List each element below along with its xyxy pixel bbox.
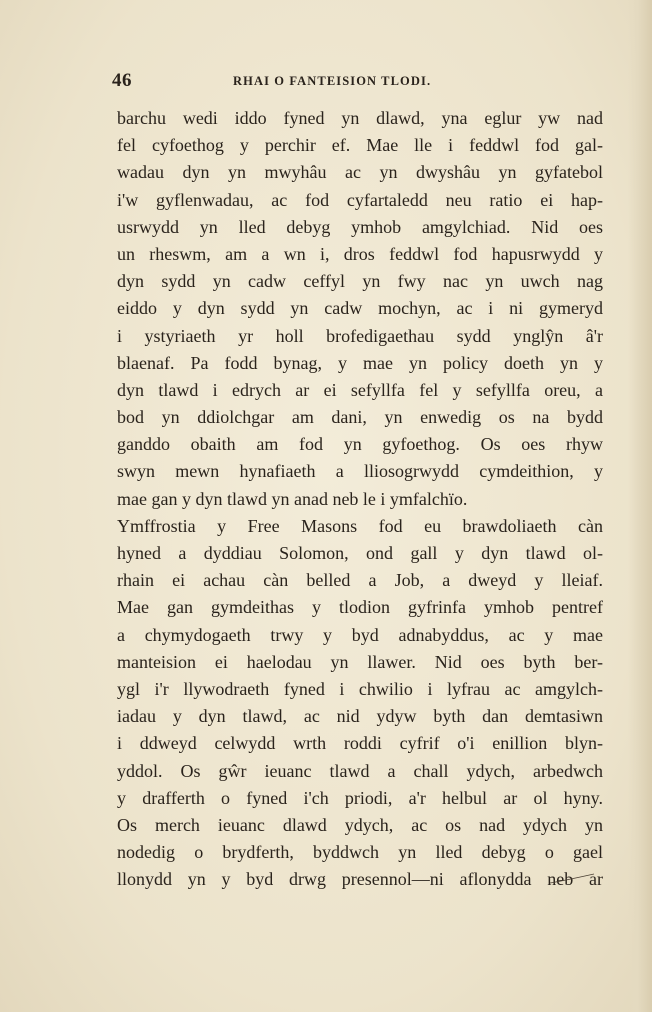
text-line-17: hyned a dyddiau Solomon, ond gall y dyn tlawd ol- <box>117 543 603 563</box>
page-number: 46 <box>112 70 132 91</box>
text-line-22: ygl i'r llywodraeth fyned i chwilio i lyfrau ac amgylch- <box>117 678 603 699</box>
running-title: RHAI O FANTEISION TLODI. <box>233 74 432 88</box>
text-line-15: mae gan y dyn tlawd yn anad neb le i ymfalchïo. <box>117 488 468 509</box>
text-line-3: wadau dyn yn mwyhâu ac yn dwyshâu yn gyfatebol <box>117 162 603 183</box>
text-line-12: bod yn ddiolchgar am dani, yn enwedig os na bydd <box>117 407 603 428</box>
text-line-28: nodedig o brydferth, byddwch yn lled debyg o gael <box>117 842 603 863</box>
text-line-14: swyn mewn hynafiaeth a lliosogrwydd cymdeithion, y <box>117 461 603 482</box>
text-line-9: i ystyriaeth yr holl brofedigaethau sydd ynglŷn â'r <box>117 325 603 346</box>
body-text <box>117 105 603 893</box>
text-line-25: yddol. Os gŵr ieuanc tlawd a chall ydych, arbedwch <box>117 760 603 781</box>
catchword-rule-mark <box>548 872 596 886</box>
text-line-13: ganddo obaith am fod yn gyfoethog. Os oes rhyw <box>117 434 603 455</box>
text-line-7: dyn sydd yn cadw ceffyl yn fwy nac yn uwch nag <box>117 271 603 292</box>
text-line-21: manteision ei haelodau yn llawer. Nid oes byth ber- <box>117 651 603 672</box>
text-line-11: dyn tlawd i edrych ar ei sefyllfa fel y sefyllfa oreu, a <box>117 379 603 400</box>
text-line-4: i'w gyflenwadau, ac fod cyfartaledd neu ratio ei hap- <box>117 189 603 210</box>
text-line-8: eiddo y dyn sydd yn cadw mochyn, ac i ni gymeryd <box>117 298 603 319</box>
text-line-5: usrwydd yn lled debyg ymhob amgylchiad. Nid oes <box>117 216 603 237</box>
text-line-19: Mae gan gymdeithas y tlodion gyfrinfa ymhob pentref <box>117 597 603 618</box>
text-line-29: llonydd yn y byd drwg presennol—ni aflonydda neb ar <box>117 869 603 890</box>
text-line-23: iadau y dyn tlawd, ac nid ydyw byth dan demtasiwn <box>117 706 603 727</box>
page-binding-shadow <box>628 0 652 1012</box>
text-line-24: i ddweyd celwydd wrth roddi cyfrif o'i enillion blyn- <box>117 733 603 754</box>
text-line-26: y drafferth o fyned i'ch priodi, a'r helbul ar ol hyny. <box>117 787 603 808</box>
text-line-16: Ymffrostia y Free Masons fod eu brawdoliaeth càn <box>117 515 603 536</box>
text-line-1: barchu wedi iddo fyned yn dlawd, yna eglur yw nad <box>117 108 603 128</box>
running-head <box>112 70 600 96</box>
text-line-2: fel cyfoethog y perchir ef. Mae lle i feddwl fod gal- <box>117 135 603 156</box>
text-line-18: rhain ei achau càn belled a Job, a dweyd y lleiaf. <box>117 570 603 591</box>
text-line-20: a chymydogaeth trwy y byd adnabyddus, ac y mae <box>117 624 603 645</box>
text-line-6: un rheswm, am a wn i, dros feddwl fod hapusrwydd y <box>117 243 603 264</box>
text-line-10: blaenaf. Pa fodd bynag, y mae yn policy doeth yn y <box>117 352 603 373</box>
text-line-27: Os merch ieuanc dlawd ydych, ac os nad ydych yn <box>117 814 603 835</box>
